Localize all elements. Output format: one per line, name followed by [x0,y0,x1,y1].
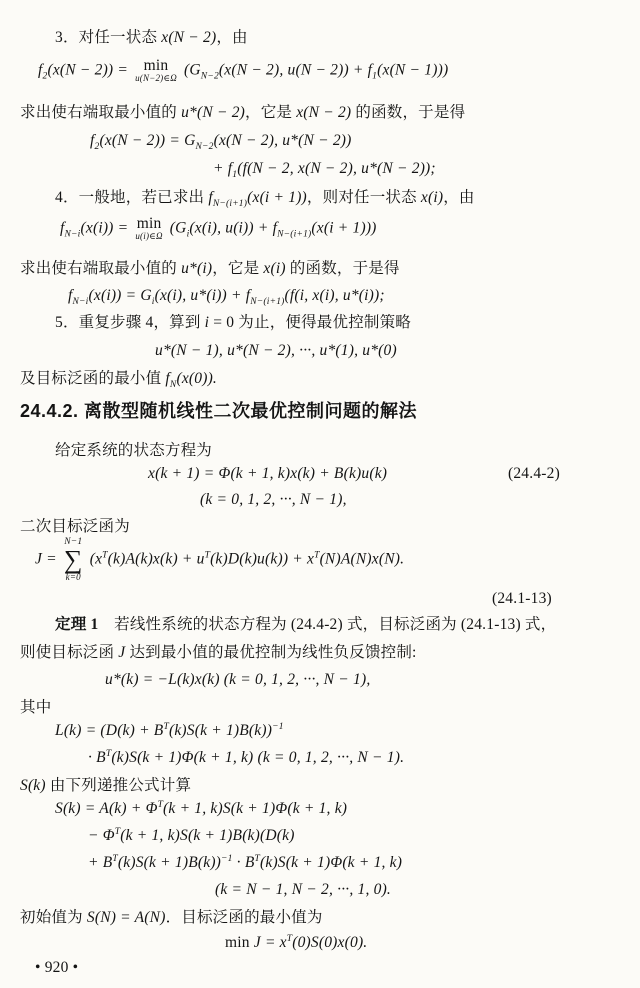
eq-f2-result-line2: + $f_1(f(N - 2$, x(N − 2), u*(N − 2)); [213,160,436,180]
eq-optimal-controls: u*(N − 1), u*(N − 2), ···, u*(1), u*(0) [155,342,397,359]
among-which-label: 其中 [20,699,52,716]
eq-fni-min: $f_{N-i}(x(i))$ = min u(i)∈Ω ($G_i(x(i)$, $u(i)) + f_{N-(i+1)}(x(i + 1))$) [60,215,377,242]
eq-fni-result: $f_{N-i}(x(i)) = G_i(x(i)$, $u*(i)) + f_{N-(i+1)}(f(i$, x(i), u*(i)); [68,287,385,307]
eq-sk-line3: + $B^T(k)S(k + 1)B(k))^{-1} \cdot B^T(k)S(k + 1)\Phi(k + 1$, k) [88,854,403,871]
eq-lk-line1: $L(k) = (D(k) + B^T(k)S(k + 1)B(k))^{-1}$ [55,722,284,739]
eq-state-domain: (k = 0, 1, 2, ···, N − 1), [200,491,347,508]
step-4-intro: 4．一般地，若已求出 $f_{N-(i+1)}(x(i + 1))$，则对任一状态 x(i)，由 [55,189,475,209]
eq-f2-min: $f_2(x(N - 2))$ = min u(N−2)∈Ω ($G_{N-2}(x(N - 2)$, $u(N - 2)) + f_1(x(N - 1))$) [38,57,449,84]
theorem-1: 定理 1 若线性系统的状态方程为 (24.4-2) 式，目标泛函为 (24.1-13) 式， [55,616,557,633]
step-3-intro: 3．对任一状态 x(N − 2)，由 [55,29,248,46]
eq-f2-result-line1: $f_2(x(N - 2)) = G_{N-2}(x(N - 2)$, u*(N − 2)) [90,132,352,152]
eq-number-24-4-2: (24.4-2) [508,465,560,482]
eq-optimal-control-law: u*(k) = −L(k)x(k) (k = 0, 1, 2, ···, N − 1), [105,671,371,688]
step-4-note: 求出使右端取最小值的 u*(i)，它是 x(i) 的函数，于是得 [20,260,400,277]
objective-intro: 二次目标泛函为 [20,518,130,535]
eq-state: x(k + 1) = Φ(k + 1, k)x(k) + B(k)u(k) [148,465,388,482]
min-value-note: 及目标泛函的最小值 $f_N(x(0))$. [20,370,218,390]
eq-objective-j: J = N−1 ∑ k=0 $(x^T(k)A(k)x(k) + u^T(k)D(k)u(k)) + x^T(N)A(N)x(N)$. [35,537,405,582]
step-3-note: 求出使右端取最小值的 u*(N − 2)，它是 x(N − 2) 的函数，于是得 [20,104,466,121]
initial-value-note: 初始值为 S(N) = A(N)．目标泛函的最小值为 [20,909,323,926]
eq-min-j: $\min J = x^T(0)S(0)x(0)$. [225,934,368,951]
eq-lk-line2: · $B^T(k)S(k + 1)\Phi(k + 1$, k) (k = 0, 1, 2, ···, N − 1). [88,749,405,766]
theorem-1-cont: 则使目标泛函 J 达到最小值的最优控制为线性负反馈控制: [20,644,417,661]
eq-number-24-1-13: (24.1-13) [492,590,552,607]
eq-sk-domain: (k = N − 1, N − 2, ···, 1, 0). [215,881,392,898]
sk-recursion-intro: S(k) 由下列递推公式计算 [20,777,192,794]
state-equation-intro: 给定系统的状态方程为 [55,442,213,459]
section-heading: 24.4.2. 离散型随机线性二次最优控制问题的解法 [20,401,418,421]
step-5-intro: 5．重复步骤 4，算到 i = 0 为止，便得最优控制策略 [55,314,411,331]
eq-sk-line1: $S(k) = A(k) + \Phi^T(k + 1$, k)S(k + 1)Φ(k + 1, k) [55,800,348,817]
page-number: • 920 • [35,959,79,976]
eq-sk-line2: − $\Phi^T(k + 1$, k)S(k + 1)B(k)(D(k) [88,827,295,844]
